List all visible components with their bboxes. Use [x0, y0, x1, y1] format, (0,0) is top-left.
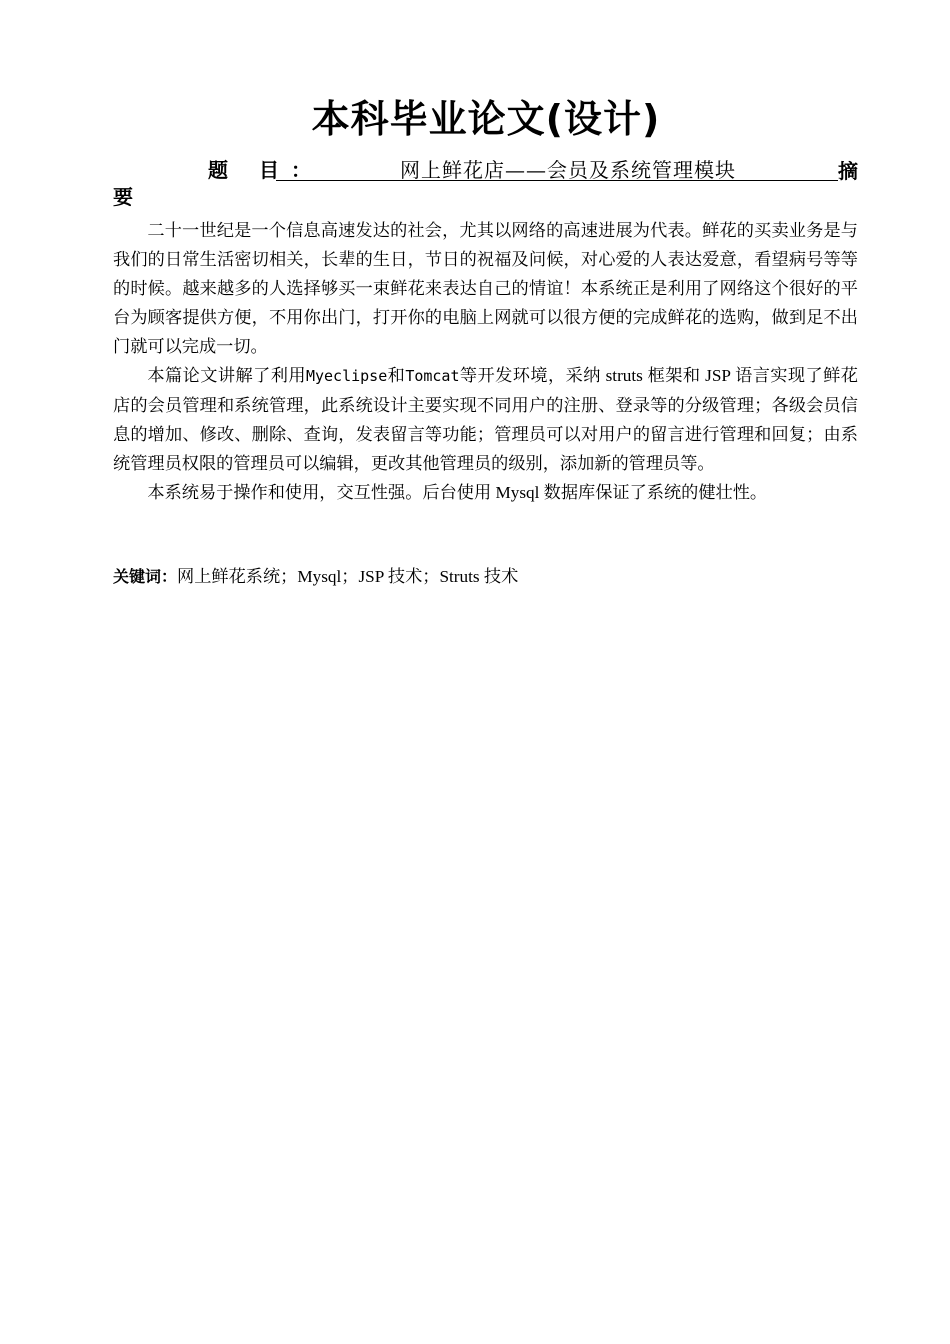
abstract-paragraph-1: 二十一世纪是一个信息高速发达的社会，尤其以网络的高速进展为代表。鲜花的买卖业务是与我们的日常生活密切相关，长辈的生日，节日的祝福及问候，对心爱的人表达爱意，看望病号等等的时候。越来越多的人选择够买一束鲜花来表达自己的情谊！本系统正是利用了网络这个很好的平台为顾客提供方便，不用你出门，打开你的电脑上网就可以很方便的完成鲜花的选购，做到足不出门就可以完成一切。: [113, 221, 858, 356]
p2-text-c: 等开发环境，采纳 struts 框架和 JSP 语言实现了鲜花店的会员管理和系统管理，此系统设计主要实现不同用户的注册、登录等的分级管理；各级会员信息的增加、修改、删除、查询，发表留言等功能；管理员可以对用户的留言进行管理和回复；由系统管理员权限的管理员可以编辑，更改其他管理员的级别，添加新的管理员等。: [113, 366, 858, 473]
p2-text-a: 本篇论文讲解了利用: [147, 366, 306, 385]
abstract-heading-part2: 要: [113, 185, 133, 209]
keywords-label: 关键词：: [113, 567, 178, 586]
abstract-paragraph-3: 本系统易于操作和使用，交互性强。后台使用 Mysql 数据库保证了系统的健壮性。: [147, 483, 768, 502]
subject-underline: [276, 152, 838, 181]
p2-text-b: 和: [387, 366, 406, 385]
abstract-heading-part1: 摘: [838, 159, 858, 183]
keywords-line: [113, 562, 858, 591]
thesis-title: 本科毕业论文(设计): [311, 97, 661, 141]
abstract-paragraph-2: [113, 361, 858, 478]
abstract-body: [113, 216, 858, 507]
subject-value: 网上鲜花店——会员及系统管理模块: [400, 158, 736, 182]
keywords-value: 网上鲜花系统；Mysql；JSP 技术；Struts 技术: [177, 567, 519, 586]
subject-label: 题 目：: [208, 158, 323, 182]
subject-row: [208, 152, 858, 184]
p2-tomcat: Tomcat: [405, 367, 460, 385]
p2-myeclipse: Myeclipse: [305, 367, 388, 385]
